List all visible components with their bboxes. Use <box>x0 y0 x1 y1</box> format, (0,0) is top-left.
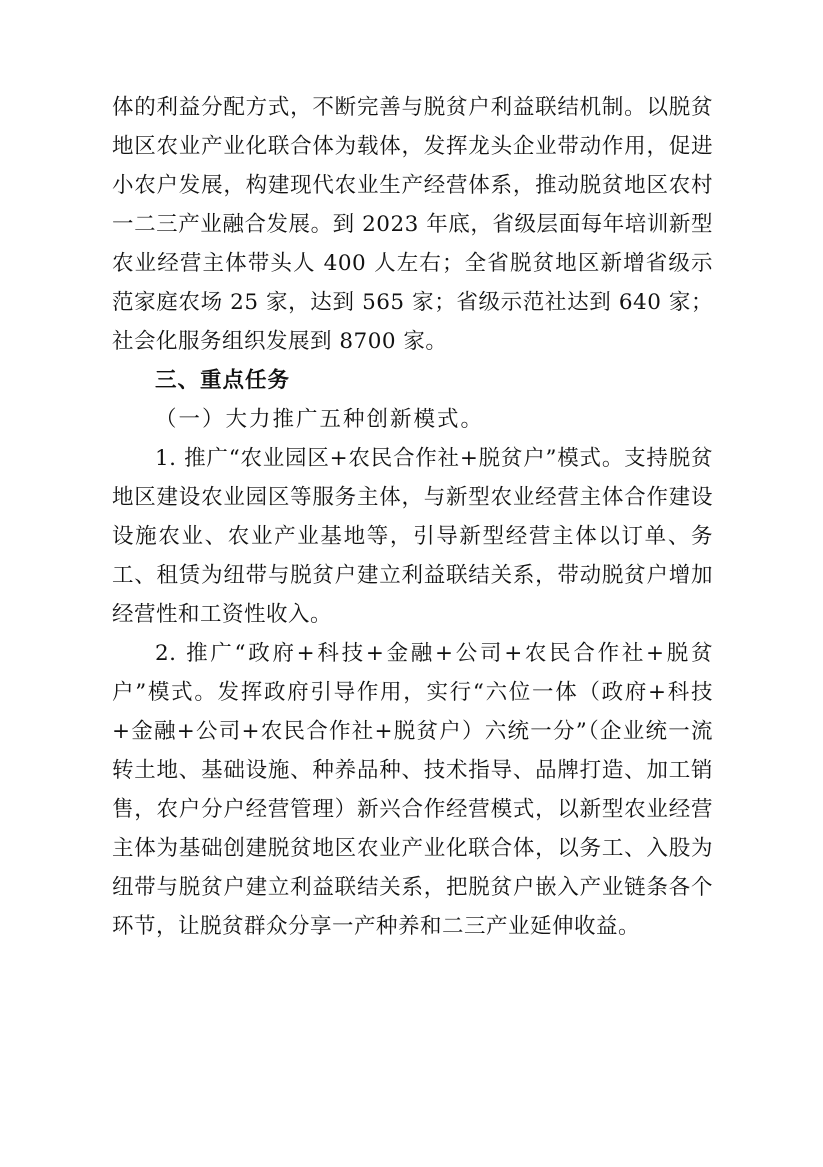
section-heading: 三、重点任务 <box>155 368 291 393</box>
paragraph-continuation: 体的利益分配方式，不断完善与脱贫户利益联结机制。以脱贫地区农业产业化联合体为载体，发挥龙头企业带动作用，促进小农户发展，构建现代农业生产经营体系，推动脱贫地区农村一二三产业融合发展。到 2023 年底，省级层面每年培训新型农业经营主体带头人 400 人左右；全省脱贫地区新增省级示范家庭农场 25 家，达到 565 家；省级示范社达到 640 家；社会化服务组织发展到 8700 家。 <box>112 95 713 354</box>
paragraph-item-2: 2. 推广“政府+科技+金融+公司+农民合作社+脱贫户”模式。发挥政府引导作用，实行“六位一体（政府+科技+金融+公司+农民合作社+脱贫户）六统一分”（企业统一流转土地、基础设施、种养品种、技术指导、品牌打造、加工销售，农户分户经营管理）新兴合作经营模式，以新型农业经营主体为基础创建脱贫地区农业产业化联合体，以务工、入股为纽带与脱贫户建立利益联结关系，把脱贫户嵌入产业链条各个环节，让脱贫群众分享一产种养和二三产业延伸收益。 <box>112 641 713 939</box>
paragraph-item-1: 1. 推广“农业园区+农民合作社+脱贫户”模式。支持脱贫地区建设农业园区等服务主体，与新型农业经营主体合作建设设施农业、农业产业基地等，引导新型经营主体以订单、务工、租赁为纽带与脱贫户建立利益联结关系，带动脱贫户增加经营性和工资性收入。 <box>112 446 713 627</box>
subsection-heading: （一）大力推广五种创新模式。 <box>155 407 485 432</box>
